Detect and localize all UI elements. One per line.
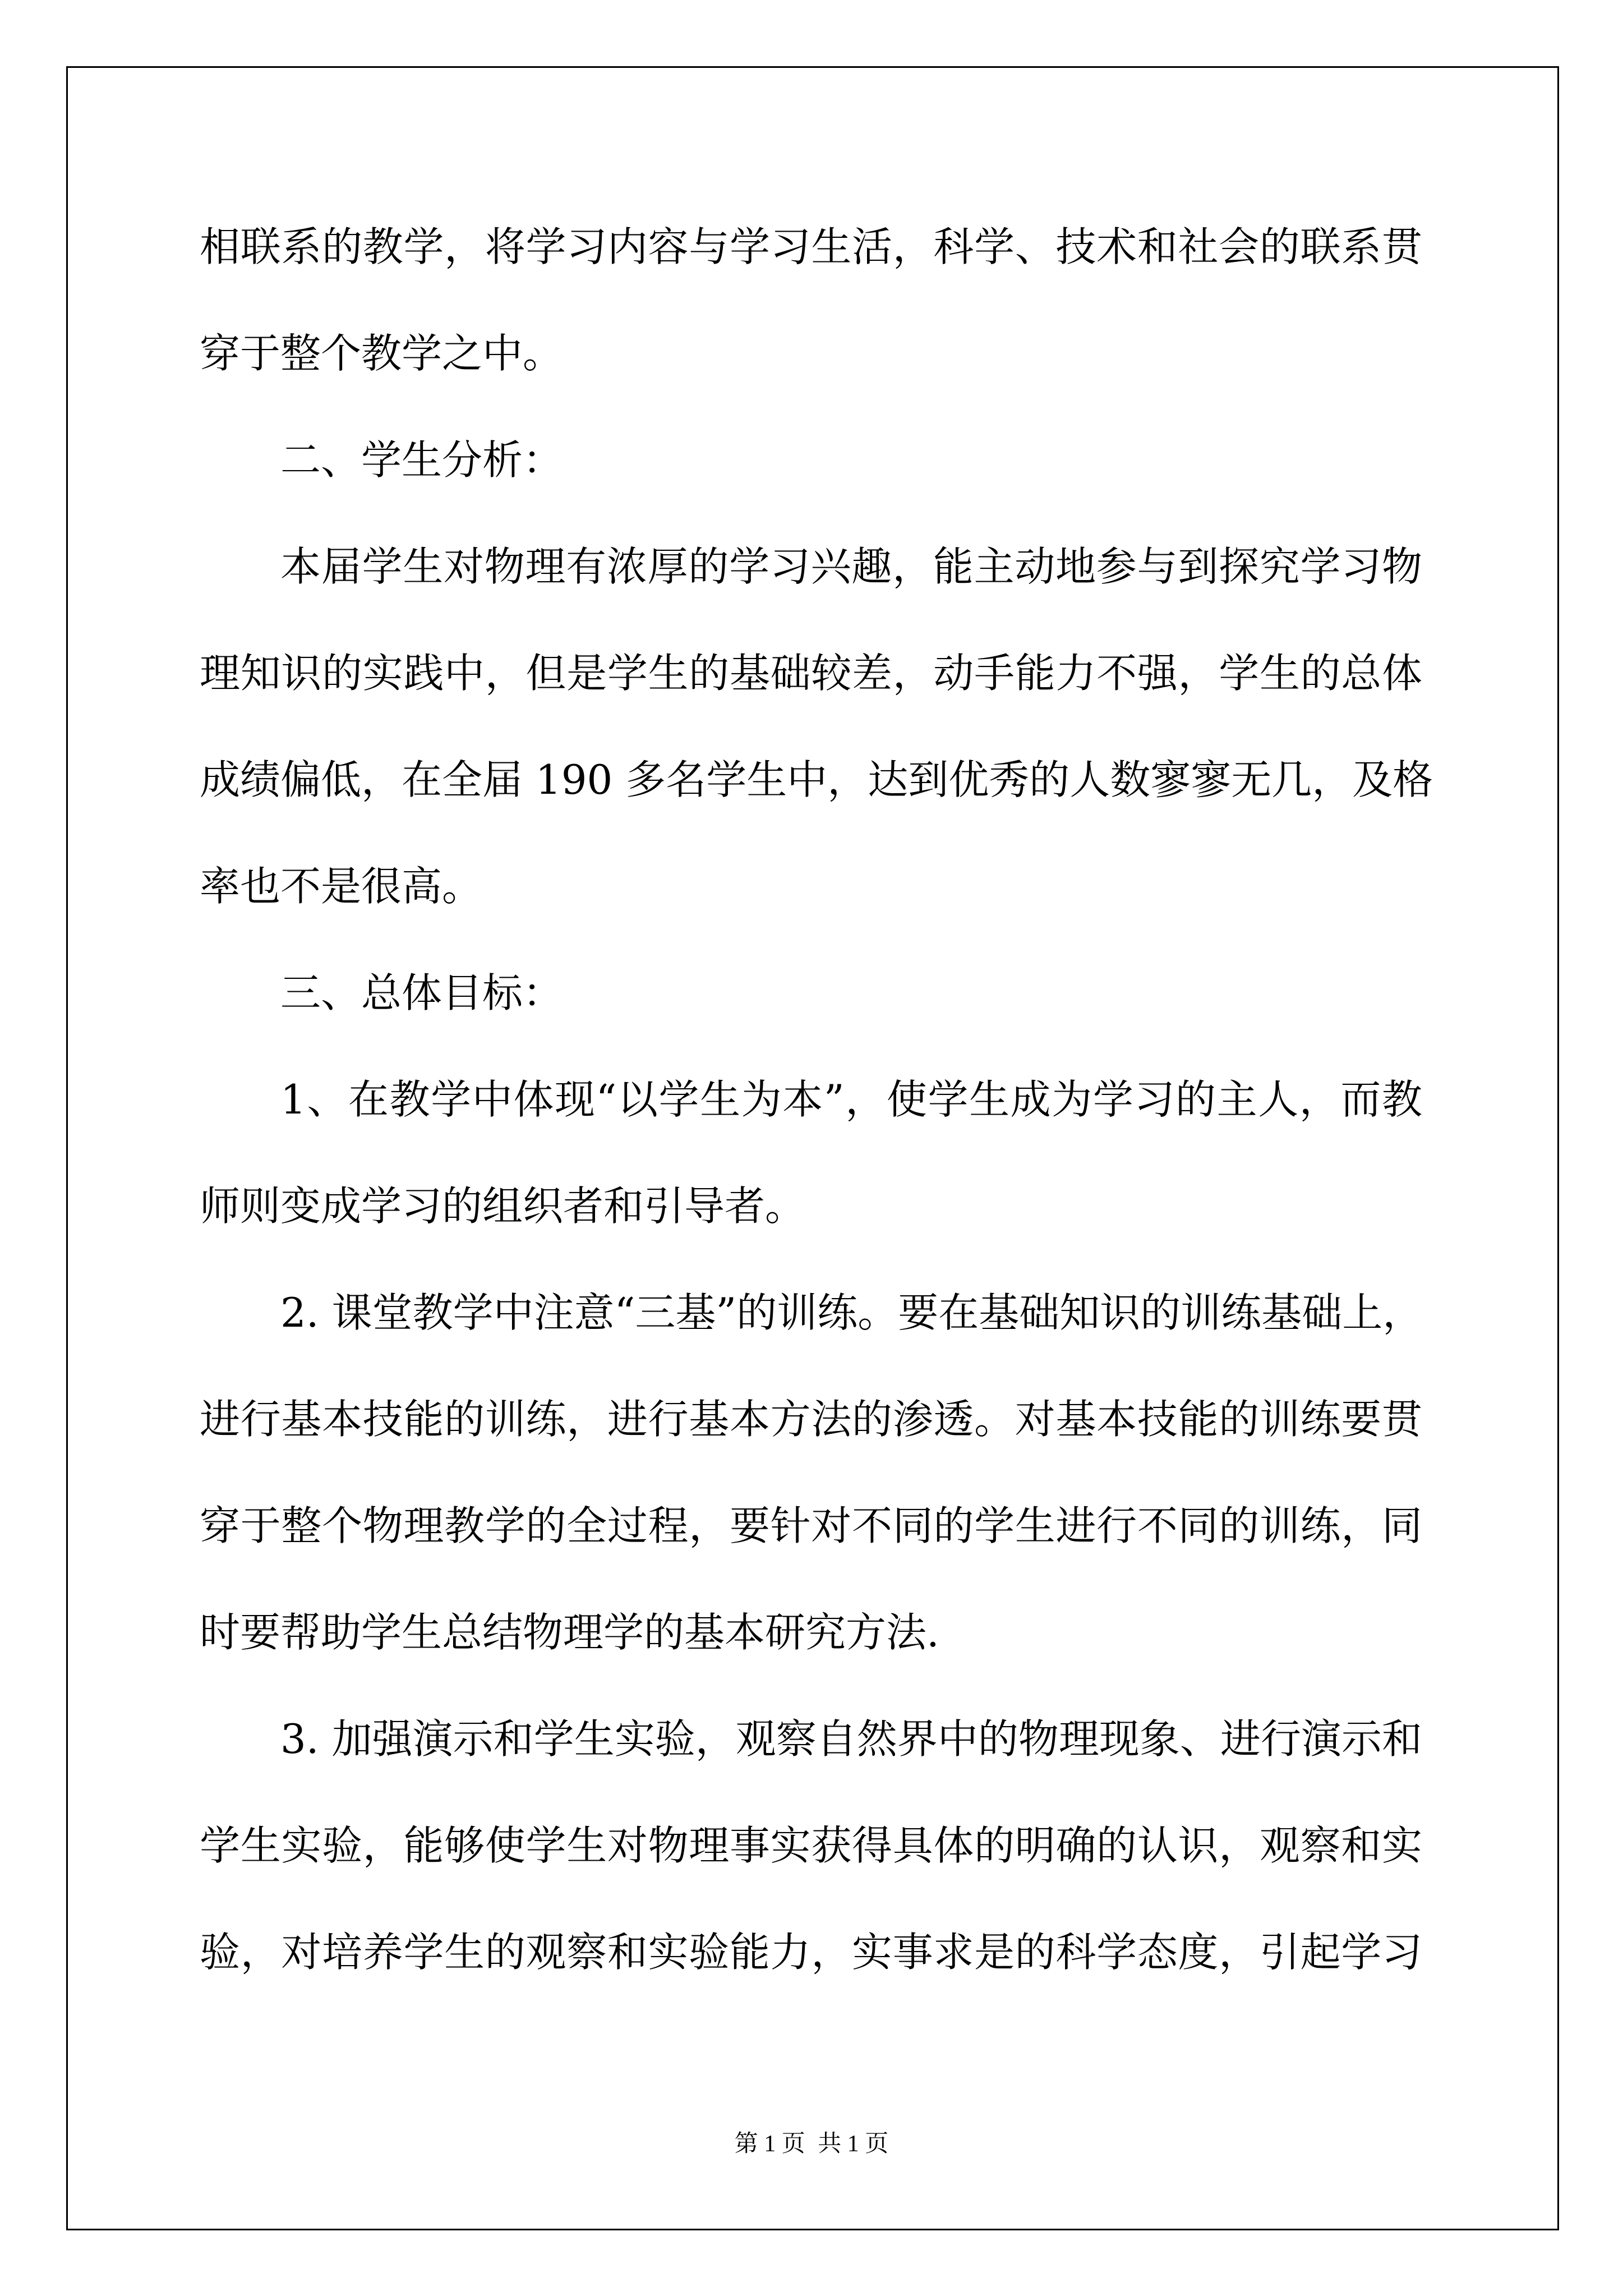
paragraph-line: 率也不是很高。 xyxy=(200,863,483,910)
paragraph-line: 本届学生对物理有浓厚的学习兴趣，能主动地参与到探究学习物 xyxy=(280,543,1422,590)
page-border xyxy=(66,66,1559,2230)
page-footer xyxy=(0,2127,1623,2161)
paragraph-line: 穿于整个物理教学的全过程，要针对不同的学生进行不同的训练，同 xyxy=(200,1502,1422,1549)
paragraph-line: 3. 加强演示和学生实验，观察自然界中的物理现象、进行演示和 xyxy=(280,1715,1422,1763)
total-pages: 共 1 页 xyxy=(818,2131,889,2157)
paragraph-line: 2. 课堂教学中注意“三基”的训练。要在基础知识的训练基础上， xyxy=(280,1289,1423,1336)
paragraph-line: 时要帮助学生总结物理学的基本研究方法. xyxy=(200,1609,939,1656)
section-heading: 二、学生分析： xyxy=(280,436,564,484)
paragraph-line: 理知识的实践中，但是学生的基础较差，动手能力不强，学生的总体 xyxy=(200,650,1422,697)
page-number: 第 1 页 xyxy=(734,2131,805,2157)
paragraph-line: 1、在教学中体现“以学生为本”，使学生成为学习的主人，而教 xyxy=(280,1076,1422,1123)
paragraph-line: 师则变成学习的组织者和引导者。 xyxy=(200,1182,806,1230)
paragraph-line: 成绩偏低，在全届 190 多名学生中，达到优秀的人数寥寥无几，及格 xyxy=(200,756,1433,803)
section-heading: 三、总体目标： xyxy=(280,969,564,1016)
paragraph-line: 学生实验，能够使学生对物理事实获得具体的明确的认识，观察和实 xyxy=(200,1822,1422,1869)
paragraph-line: 验，对培养学生的观察和实验能力，实事求是的科学态度，引起学习 xyxy=(200,1929,1422,1976)
paragraph-line: 进行基本技能的训练，进行基本方法的渗透。对基本技能的训练要贯 xyxy=(200,1396,1422,1443)
paragraph-line: 相联系的教学，将学习内容与学习生活，科学、技术和社会的联系贯 xyxy=(200,223,1422,270)
paragraph-line: 穿于整个教学之中。 xyxy=(200,330,564,377)
